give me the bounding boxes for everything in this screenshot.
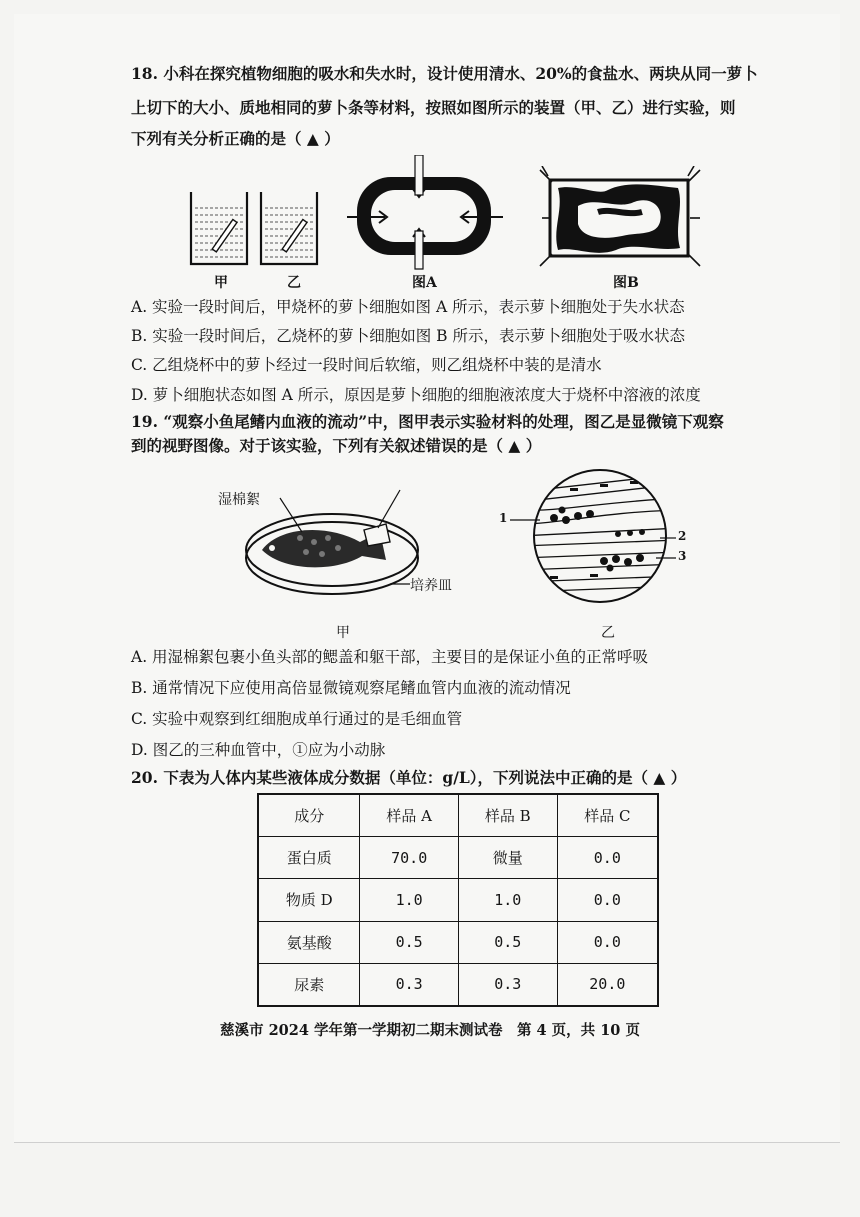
table-cell: 微量	[458, 837, 557, 879]
q19-option-c: C. 实验中观察到红细胞成单行通过的是毛细血管	[131, 710, 463, 728]
table-row	[258, 837, 658, 879]
table-cell: 0.3	[360, 963, 458, 1006]
table-header-cell: 样品 A	[360, 794, 458, 837]
vessel-label-1: 1	[499, 511, 508, 525]
q18-option-d: D. 萝卜细胞状态如图 A 所示，原因是萝卜细胞的细胞液浓度大于烧杯中溶液的浓度	[131, 386, 701, 404]
composition-table	[257, 793, 659, 1007]
q18-option-c: C. 乙组烧杯中的萝卜经过一段时间后软缩，则乙组烧杯中装的是清水	[131, 356, 602, 374]
table-header-row	[258, 794, 658, 837]
page-footer: 慈溪市 2024 学年第一学期初二期末测试卷 第 4 页，共 10 页	[220, 1022, 640, 1039]
table-row	[258, 963, 658, 1006]
q18-stem-line2: 上切下的大小、质地相同的萝卜条等材料，按照如图所示的装置（甲、乙）进行实验，则	[131, 98, 736, 117]
table-row	[258, 879, 658, 921]
table-cell: 20.0	[557, 963, 658, 1006]
q19-option-a: A. 用湿棉絮包裹小鱼头部的鳃盖和躯干部，主要目的是保证小鱼的正常呼吸	[131, 648, 649, 666]
table-header-cell: 成分	[258, 794, 360, 837]
table-cell: 0.5	[360, 921, 458, 963]
beaker-figure	[185, 188, 325, 270]
figure-b-label: 图B	[613, 275, 639, 291]
beaker-yi	[261, 192, 317, 264]
table-header-cell: 样品 C	[557, 794, 658, 837]
table-cell: 0.3	[458, 963, 557, 1006]
microscope-view-figure	[500, 466, 690, 606]
vessel-label-2: 2	[678, 529, 687, 543]
cotton-label: 湿棉絮	[218, 492, 260, 508]
table-row	[258, 921, 658, 963]
q20-stem: 20. 下表为人体内某些液体成分数据（单位：g/L），下列说法中正确的是（ ▲ ）	[131, 768, 687, 787]
q18-stem-line1: 18. 小科在探究植物细胞的吸水和失水时，设计使用清水、20%的食盐水、两块从同一萝卜	[131, 64, 758, 83]
figure-jia-label: 甲	[336, 625, 350, 641]
table-cell: 1.0	[360, 879, 458, 921]
q19-stem-line2: 到的视野图像。对于该实验，下列有关叙述错误的是（ ▲ ）	[131, 436, 542, 455]
beaker-jia	[191, 192, 247, 264]
beaker-yi-label: 乙	[287, 275, 301, 291]
q19-option-d: D. 图乙的三种血管中，①应为小动脉	[131, 741, 386, 759]
beaker-jia-label: 甲	[214, 275, 228, 291]
cell-figure-b	[538, 166, 702, 270]
table-cell: 0.0	[557, 921, 658, 963]
table-cell: 1.0	[458, 879, 557, 921]
q19-option-b: B. 通常情况下应使用高倍显微镜观察尾鳍血管内血液的流动情况	[131, 679, 571, 697]
q18-option-a: A. 实验一段时间后，甲烧杯的萝卜细胞如图 A 所示，表示萝卜细胞处于失水状态	[131, 298, 685, 316]
q18-stem-line3: 下列有关分析正确的是（ ▲ ）	[131, 129, 340, 148]
table-cell: 0.0	[557, 837, 658, 879]
table-cell: 物质 D	[258, 879, 360, 921]
table-cell: 蛋白质	[258, 837, 360, 879]
figure-a-label: 图A	[412, 275, 437, 291]
page-divider	[14, 1142, 840, 1143]
cell-figure-a	[345, 155, 505, 270]
fish-dish-figure	[240, 480, 430, 600]
dish-label: 培养皿	[410, 578, 452, 594]
vessel-label-3: 3	[678, 549, 687, 563]
table-cell: 0.5	[458, 921, 557, 963]
q19-stem-line1: 19. “观察小鱼尾鳍内血液的流动”中，图甲表示实验材料的处理，图乙是显微镜下观察	[131, 412, 724, 431]
table-header-cell: 样品 B	[458, 794, 557, 837]
q18-option-b: B. 实验一段时间后，乙烧杯的萝卜细胞如图 B 所示，表示萝卜细胞处于吸水状态	[131, 327, 685, 345]
table-cell: 氨基酸	[258, 921, 360, 963]
table-cell: 0.0	[557, 879, 658, 921]
figure-yi-label: 乙	[601, 625, 615, 641]
table-cell: 尿素	[258, 963, 360, 1006]
table-cell: 70.0	[360, 837, 458, 879]
